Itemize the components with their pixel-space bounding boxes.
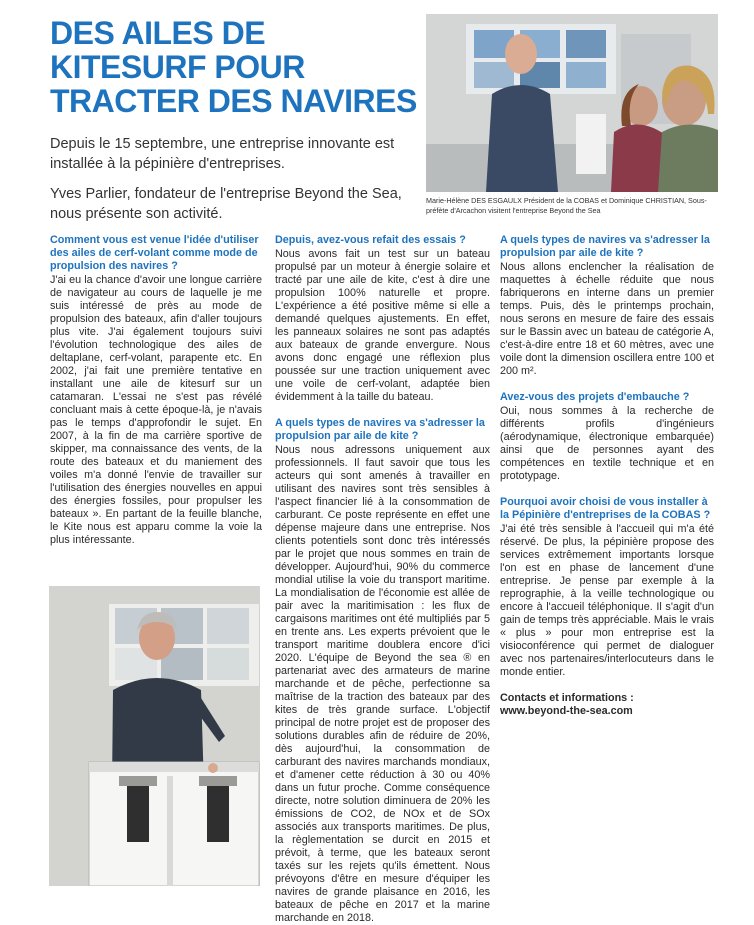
question-heading: A quels types de navires va s'adresser la propulsion par aile de kite ? bbox=[275, 417, 485, 442]
question-heading: Avez-vous des projets d'embauche ? bbox=[500, 391, 690, 403]
article-column-1 bbox=[50, 234, 262, 547]
meeting-photo bbox=[426, 14, 718, 192]
question-heading: Depuis, avez-vous refait des essais ? bbox=[275, 234, 466, 246]
photo-caption: Marie-Hélène DES ESGAULX Président de la COBAS et Dominique CHRISTIAN, Sous-préfète d'Arcachon visitent l'entreprise Beyond the Sea bbox=[426, 196, 707, 215]
answer-paragraph: Nous avons fait un test sur un bateau propulsé par un moteur à énergie solaire et tracté par une aile de kite, c'est à dire une propulsion 100% naturelle et propre. L'expérience a été positive même si elle a demandé quelques ajustements. En effet, les panneaux solaires ne sont pas adaptés aux bateaux de grande envergure. Nous avons donc engagé une réflexion plus poussée sur une traction uniquement avec une voile de cerf-volant, adaptée bien évidemment à la taille du bateau. bbox=[275, 248, 490, 403]
question-heading: Comment vous est venue l'idée d'utiliser des ailes de cerf-volant comme mode de propulsion des navires ? bbox=[50, 234, 259, 272]
intro-paragraph: Yves Parlier, fondateur de l'entreprise Beyond the Sea, nous présente son activité. bbox=[50, 186, 402, 222]
question-heading: A quels types de navires va s'adresser la propulsion par aile de kite ? bbox=[500, 234, 710, 259]
answer-paragraph: Oui, nous sommes à la recherche de différents profils d'ingénieurs (aérodynamique, électronique embarquée) ainsi que de personnes ayant des compétences en textile technique et en prototypage. bbox=[500, 405, 714, 482]
answer-paragraph: J'ai eu la chance d'avoir une longue carrière de navigateur au cours de laquelle je me suis intéressé de près au mode de propulsion des bateaux, afin d'aller toujours plus vite. J'ai également toujours suivi l'évolution technologique des ailes de deltaplane, cerf-volant, parapente etc. En 2002, j'ai fait une première tentative en installant une aile de kitesurf sur un catamaran. L'essai ne s'est pas révélé concluant mais à cette époque-là, je n'avais pas le temps d'approfondir le sujet. En 2007, à la fin de ma carrière sportive de skipper, ma connaissance des vents, de la route des bateaux et du maniement des voiles m'a donné l'envie de travailler sur l'utilisation des énergies nouvelles en appui des énergies fossiles, pour propulser les bateaux ». En partant de la feuille blanche, le Kite nous est apparu comme la voie la plus intéressante. bbox=[50, 274, 262, 546]
answer-paragraph: Nous nous adressons uniquement aux professionnels. Il faut savoir que tous les acteurs qui sont amenés à travailler en utilisant des navires sont très sensibles à l'aspect financier lié à la consommation de carburant. Ce poste représente en effet une dépense majeure dans une entreprise. Nos clients potentiels sont donc très intéressés par le projet que nous sommes en train de développer. Aujourd'hui, 90% du commerce mondial utilise la voie du transport maritime. La mondialisation de l'économie est allée de pair avec la maritimisation : les flux de cargaisons maritimes ont été multipliés par 5 en trente ans. Les experts prévoient que le transport maritime doublera encore d'ici 2020. L'équipe de Beyond the sea ® en partenariat avec des armateurs de marine marchande et de pêche, perfectionne sa maîtrise de la traction des bateaux par des kites de très grande surface. L'objectif principal de notre projet est de proposer des solutions durables afin de réduire de 20%, dès aujourd'hui, la consommation de carburant des navires marchands mondiaux, et d'amener cette réduction à 30 ou 40% dans un futur proche. Comme conséquence directe, notre solution diminuera de 20% les émissions de CO2, de NOx et de SOx associés aux transports maritimes. De plus, la règlementation se durcit en 2015 et prévoit, à terme, que les bateaux seront taxés sur les rejets qu'ils émettent. Nous prévoyons d'être en mesure d'équiper les navires de grande plaisance en 2016, les bateaux de pêche en 2017 et la marine marchande en 2018. bbox=[275, 444, 490, 924]
article-title: DES AILES DE KITESURF POUR TRACTER DES NAVIRES bbox=[50, 15, 417, 119]
article-column-2 bbox=[275, 234, 490, 925]
article-column-3 bbox=[500, 234, 714, 718]
answer-paragraph: Nous allons enclencher la réalisation de maquettes à échelle réduite que nous fabriquerons en interne dans un premier temps. Puis, dès le printemps prochain, nous serons en mesure de faire des essais sur le Bassin avec un bateau de catégorie A, c'est-à-dire entre 18 et 60 mètres, avec une voile dont la dimension oscillera entre 100 et 200 m². bbox=[500, 261, 714, 377]
answer-paragraph: J'ai été très sensible à l'accueil qui m'a été réservé. De plus, la pépinière propose des services extrêmement importants lorsque l'on est en phase de lancement d'une entreprise. Je pense par exemple à la reprographie, à la veille technologique ou encore à l'accueil téléphonique. Il s'agit d'un gain de temps très appréciable. Mais le vrais « plus » pour mon entreprise est la visioconférence qui permet de dialoguer avec nos partenaires/interlocuteurs dans le monde entier. bbox=[500, 523, 714, 678]
contacts-label: Contacts et informations : bbox=[500, 692, 634, 704]
intro-paragraph: Depuis le 15 septembre, une entreprise innovante est installée à la pépinière d'entreprises. bbox=[50, 136, 395, 172]
inventor-photo bbox=[49, 586, 260, 886]
website-link[interactable]: www.beyond-the-sea.com bbox=[500, 705, 633, 717]
question-heading: Pourquoi avoir choisi de vous installer à la Pépinière d'entreprises de la COBAS ? bbox=[500, 496, 711, 521]
